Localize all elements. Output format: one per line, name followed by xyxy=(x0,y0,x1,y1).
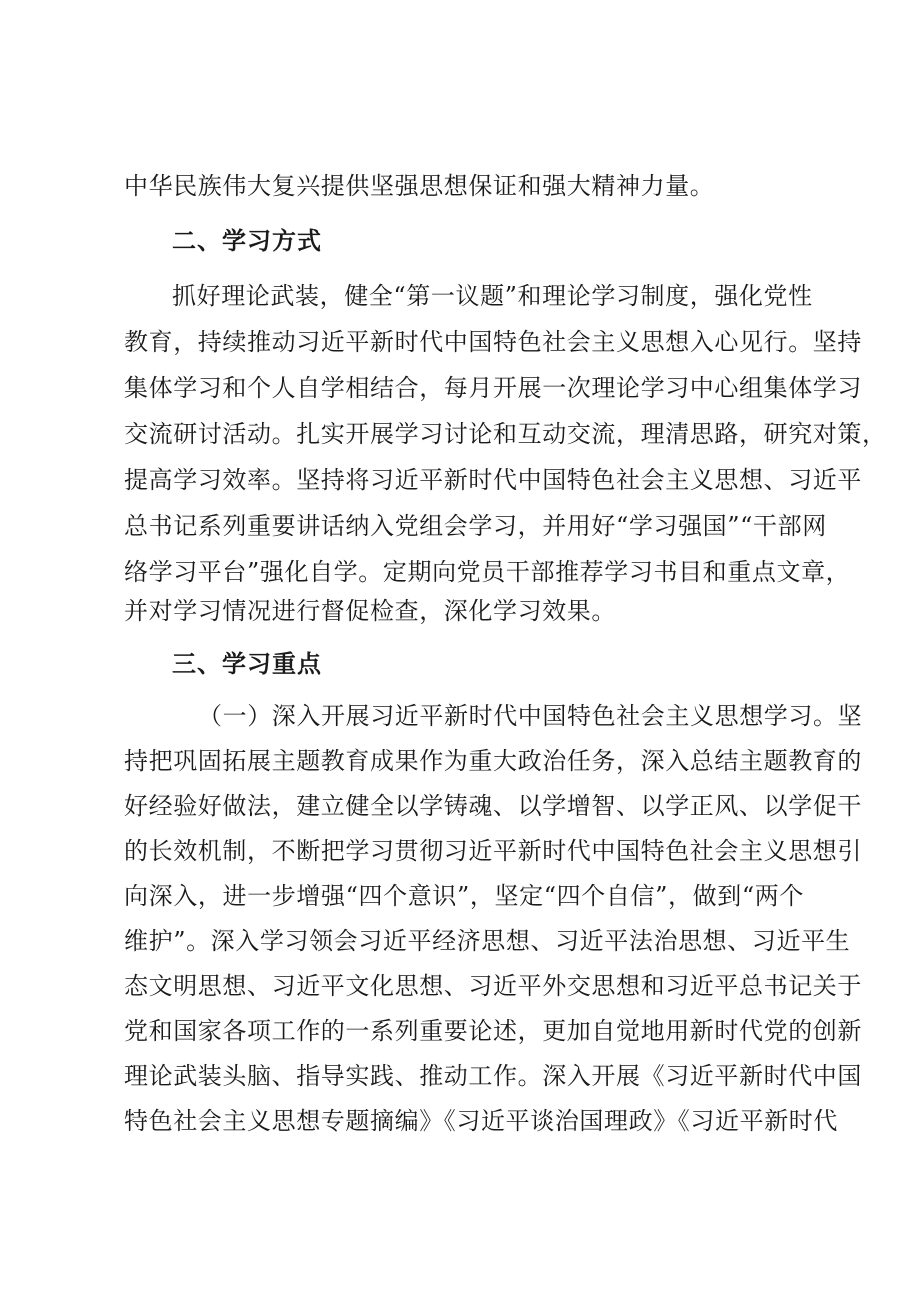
paragraph-line: 中华民族伟大复兴提供坚强思想保证和强大精神力量。 xyxy=(124,172,715,200)
paragraph-line: 集体学习和个人自学相结合，每月开展一次理论学习中心组集体学习 xyxy=(124,374,862,402)
paragraph-line: 特色社会主义思想专题摘编》《习近平谈治国理政》《习近平新时代 xyxy=(124,1107,838,1135)
section-heading-study-method: 二、学习方式 xyxy=(172,227,322,255)
paragraph-line: 络学习平台”强化自学。定期向党员干部推荐学习书目和重点文章， xyxy=(124,558,851,586)
paragraph-line: 态文明思想、习近平文化思想、习近平外交思想和习近平总书记关于 xyxy=(124,972,862,1000)
section-heading-study-focus: 三、学习重点 xyxy=(172,650,322,678)
paragraph-line: 好经验好做法，建立健全以学铸魂、以学增智、以学正风、以学促干 xyxy=(124,792,862,820)
paragraph-line: 的长效机制，不断把学习贯彻习近平新时代中国特色社会主义思想引 xyxy=(124,837,862,865)
paragraph-line: 抓好理论武装，健全“第一议题”和理论学习制度，强化党性 xyxy=(172,282,813,310)
paragraph-line: 维护”。深入学习领会习近平经济思想、习近平法治思想、习近平生 xyxy=(124,927,851,955)
paragraph-line: 并对学习情况进行督促检查，深化学习效果。 xyxy=(124,597,616,625)
paragraph-line: （一）深入开展习近平新时代中国特色社会主义思想学习。坚 xyxy=(198,702,863,730)
paragraph-line: 向深入，进一步增强“四个意识”，坚定“四个自信”，做到“两个 xyxy=(124,882,804,910)
paragraph-line: 持把巩固拓展主题教育成果作为重大政治任务，深入总结主题教育的 xyxy=(124,747,862,775)
paragraph-line: 教育，持续推动习近平新时代中国特色社会主义思想入心见行。坚持 xyxy=(124,328,862,356)
paragraph-line: 理论武装头脑、指导实践、推动工作。深入开展《习近平新时代中国 xyxy=(124,1062,862,1090)
paragraph-line: 提高学习效率。坚持将习近平新时代中国特色社会主义思想、习近平 xyxy=(124,466,862,494)
paragraph-line: 交流研讨活动。扎实开展学习讨论和互动交流，理清思路，研究对策， xyxy=(124,420,887,448)
paragraph-line: 党和国家各项工作的一系列重要论述，更加自觉地用新时代党的创新 xyxy=(124,1017,862,1045)
paragraph-line: 总书记系列重要讲话纳入党组会学习，并用好“学习强国”“干部网 xyxy=(124,512,827,540)
